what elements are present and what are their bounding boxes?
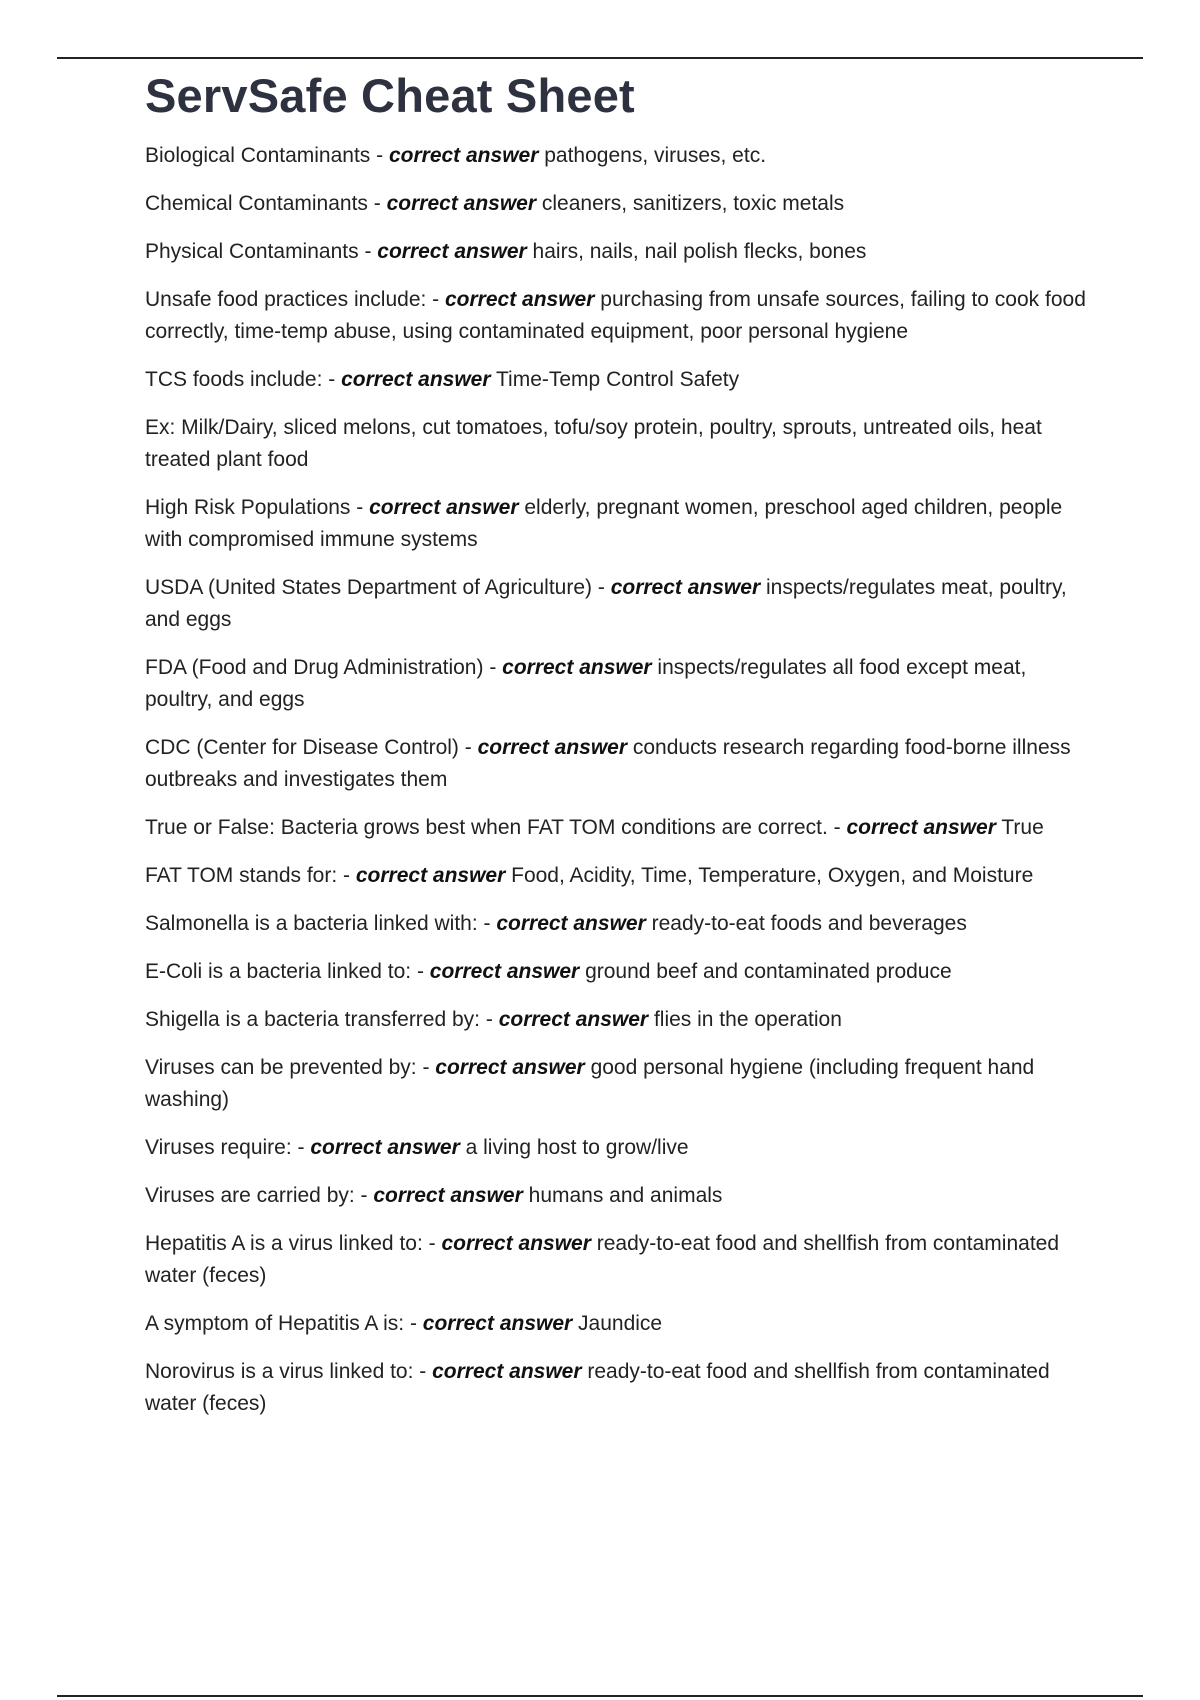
entry-item	[145, 1228, 1095, 1292]
entry-answer: purchasing from unsafe sources, failing to cook food correctly, time-temp abuse, using contaminated equipment, poor personal hygiene	[145, 288, 1086, 344]
entry-item	[145, 492, 1095, 556]
entry-separator: -	[358, 240, 378, 264]
entry-item	[145, 140, 1095, 172]
entry-separator: -	[411, 960, 430, 984]
entry-answer: humans and animals	[528, 1184, 723, 1208]
entry-question: Shigella is a bacteria transferred by:	[145, 1008, 481, 1032]
answer-tag: correct answer	[846, 816, 996, 840]
entry-separator: -	[350, 496, 370, 520]
entry-item	[145, 908, 1095, 940]
answer-tag: correct answer	[498, 1008, 649, 1032]
entry-separator: -	[827, 816, 847, 840]
answer-tag: correct answer	[610, 576, 761, 600]
entry-item	[145, 652, 1095, 716]
answer-tag: correct answer	[422, 1312, 573, 1336]
entry-answer: inspects/regulates meat, poultry, and eggs	[145, 576, 1067, 632]
entry-separator: -	[322, 368, 342, 392]
entry-question: Physical Contaminants	[145, 240, 359, 264]
entry-separator: -	[480, 1008, 499, 1032]
entry-separator: -	[367, 192, 387, 216]
answer-tag: correct answer	[432, 1360, 582, 1384]
entry-answer: ready-to-eat food and shellfish from contaminated water (feces)	[145, 1232, 1060, 1288]
answer-tag: correct answer	[435, 1056, 585, 1080]
entry-item	[145, 732, 1095, 796]
entry-item	[145, 284, 1095, 348]
entry-item	[145, 1132, 1095, 1164]
entry-answer: inspects/regulates all food except meat, poultry, and eggs	[145, 656, 1027, 712]
entry-question: Hepatitis A is a virus linked to:	[145, 1232, 423, 1256]
answer-tag: correct answer	[445, 288, 595, 312]
entry-question: USDA (United States Department of Agriculture)	[145, 576, 593, 600]
entry-separator: -	[337, 864, 356, 888]
entry-question: A symptom of Hepatitis A is:	[145, 1312, 405, 1336]
page-title: ServSafe Cheat Sheet	[145, 69, 635, 122]
entry-question: Salmonella is a bacteria linked with:	[145, 912, 478, 936]
entry-separator: -	[477, 912, 497, 936]
top-rule	[57, 57, 1143, 59]
entry-text: Ex: Milk/Dairy, sliced melons, cut tomatoes, tofu/soy protein, poultry, sprouts, untreated oils, heat treated plant food	[145, 416, 1042, 472]
entry-item	[145, 572, 1095, 636]
entry-item	[145, 812, 1095, 844]
entry-item	[145, 1180, 1095, 1212]
answer-tag: correct answer	[496, 912, 646, 936]
entry-answer: ground beef and contaminated produce	[585, 960, 952, 984]
entry-question: Biological Contaminants	[145, 144, 371, 168]
entry-item	[145, 860, 1095, 892]
entry-answer: cleaners, sanitizers, toxic metals	[541, 192, 845, 216]
entry-separator: -	[413, 1360, 433, 1384]
entry-separator: -	[354, 1184, 374, 1208]
entry-question: Chemical Contaminants	[145, 192, 368, 216]
entry-question: FAT TOM stands for:	[145, 864, 338, 888]
bottom-rule	[57, 1695, 1143, 1697]
entry-item	[145, 236, 1095, 268]
entry-separator: -	[458, 736, 478, 760]
entry-question: E-Coli is a bacteria linked to:	[145, 960, 412, 984]
entry-answer: Jaundice	[578, 1312, 663, 1336]
entry-question: CDC (Center for Disease Control)	[145, 736, 459, 760]
entry-question: True or False: Bacteria grows best when FAT TOM conditions are correct.	[145, 816, 828, 840]
entry-question: Viruses are carried by:	[145, 1184, 355, 1208]
answer-tag: correct answer	[477, 736, 628, 760]
entry-question: FDA (Food and Drug Administration)	[145, 656, 484, 680]
entry-list	[145, 140, 1095, 1420]
entry-answer: conducts research regarding food-borne illness outbreaks and investigates them	[145, 736, 1071, 792]
entry-question: Unsafe food practices include:	[145, 288, 427, 312]
entry-item	[145, 1004, 1095, 1036]
answer-tag: correct answer	[355, 864, 506, 888]
answer-tag: correct answer	[441, 1232, 591, 1256]
entry-item	[145, 956, 1095, 988]
entry-item	[145, 1052, 1095, 1116]
entry-separator: -	[404, 1312, 423, 1336]
entry-answer: True	[1001, 816, 1044, 840]
answer-tag: correct answer	[429, 960, 580, 984]
entry-answer: Food, Acidity, Time, Temperature, Oxygen, and Moisture	[511, 864, 1034, 888]
entry-item	[145, 1356, 1095, 1420]
entry-separator: -	[422, 1232, 442, 1256]
document-body	[145, 68, 1095, 1436]
entry-separator: -	[592, 576, 611, 600]
entry-answer: good personal hygiene (including frequent hand washing)	[145, 1056, 1035, 1112]
answer-tag: correct answer	[377, 240, 527, 264]
entry-answer: pathogens, viruses, etc.	[544, 144, 767, 168]
entry-item	[145, 188, 1095, 220]
entry-separator: -	[483, 656, 503, 680]
entry-separator: -	[370, 144, 389, 168]
entry-answer: a living host to grow/live	[465, 1136, 689, 1160]
entry-separator: -	[291, 1136, 311, 1160]
answer-tag: correct answer	[502, 656, 652, 680]
entry-question: TCS foods include:	[145, 368, 323, 392]
entry-answer: elderly, pregnant women, preschool aged children, people with compromised immune systems	[145, 496, 1063, 552]
answer-tag: correct answer	[310, 1136, 460, 1160]
answer-tag: correct answer	[373, 1184, 523, 1208]
answer-tag: correct answer	[369, 496, 519, 520]
entry-separator: -	[416, 1056, 436, 1080]
answer-tag: correct answer	[386, 192, 537, 216]
answer-tag: correct answer	[341, 368, 491, 392]
entry-question: Norovirus is a virus linked to:	[145, 1360, 414, 1384]
entry-question: Viruses require:	[145, 1136, 292, 1160]
answer-tag: correct answer	[388, 144, 539, 168]
entry-question: High Risk Populations	[145, 496, 351, 520]
entry-answer: Time-Temp Control Safety	[496, 368, 740, 392]
entry-separator: -	[426, 288, 445, 312]
entry-answer: ready-to-eat food and shellfish from contaminated water (feces)	[145, 1360, 1050, 1416]
entry-answer: ready-to-eat foods and beverages	[651, 912, 967, 936]
entry-answer: hairs, nails, nail polish flecks, bones	[532, 240, 867, 264]
entry-item	[145, 364, 1095, 396]
entry-item	[145, 1308, 1095, 1340]
entry-question: Viruses can be prevented by:	[145, 1056, 417, 1080]
entry-item	[145, 412, 1095, 476]
entry-answer: flies in the operation	[653, 1008, 842, 1032]
